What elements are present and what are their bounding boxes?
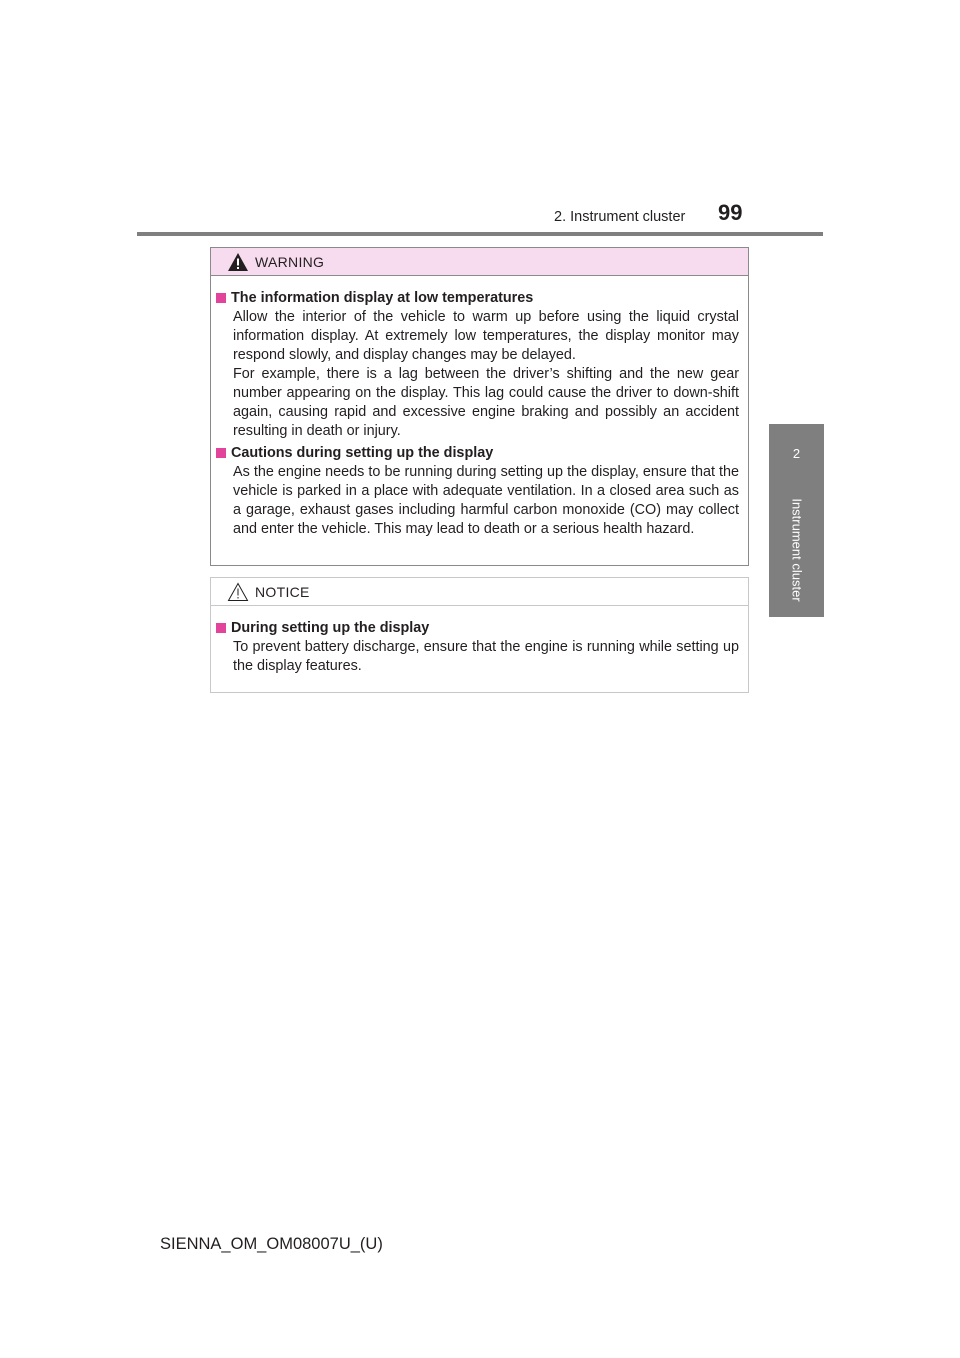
box-item: [216, 618, 739, 676]
side-tab-title-text: Instrument cluster: [789, 498, 804, 602]
header-section-title: 2. Instrument cluster: [554, 209, 686, 225]
side-tab-number-text: 2: [792, 446, 801, 461]
item-heading-text: Cautions during setting up the display: [231, 445, 494, 461]
item-heading: [216, 288, 739, 308]
notice-box-body: [211, 606, 748, 676]
side-tab-chapter-title: [769, 483, 824, 617]
square-bullet-icon: [216, 623, 226, 633]
item-heading-text: The information display at low temperatures: [231, 290, 534, 306]
square-bullet-icon: [216, 448, 226, 458]
item-paragraph: As the engine needs to be running during setting up the display, ensure that the vehicle is parked in a place with adequate ventilation. In a closed area such as a garage, exhaust gases including harmful carbon monoxide (CO) may collect and enter the vehicle. This may lead to death or a serious health hazard.: [233, 464, 739, 537]
footer-document-code: SIENNA_OM_OM08007U_(U): [160, 1235, 383, 1253]
warning-box-title: WARNING: [255, 254, 325, 270]
box-item: [216, 288, 739, 441]
warning-box-body: [211, 276, 748, 539]
notice-box: [210, 577, 749, 693]
warning-triangle-filled-icon: [227, 252, 249, 272]
warning-box: [210, 247, 749, 566]
notice-triangle-outline-icon: [227, 582, 249, 602]
notice-box-header: [211, 578, 748, 606]
item-paragraph: For example, there is a lag between the driver’s shifting and the new gear number appearing on the display. This lag could cause the driver to down-shift again, causing rapid and excessive engine braking and possibly an accident resulting in death or injury.: [233, 366, 739, 439]
item-heading: [216, 443, 739, 463]
item-paragraph: Allow the interior of the vehicle to warm up before using the liquid crystal information display. At extremely low temperatures, the display monitor may respond slowly, and display changes may be delayed.: [233, 309, 739, 363]
item-paragraph: To prevent battery discharge, ensure that the engine is running while setting up the display features.: [233, 639, 739, 674]
header-rule: [137, 232, 823, 236]
item-heading-text: During setting up the display: [231, 620, 430, 636]
square-bullet-icon: [216, 293, 226, 303]
item-heading: [216, 618, 739, 638]
side-tab-chapter-number: [769, 424, 824, 483]
page-number: 99: [718, 200, 743, 225]
notice-box-title: NOTICE: [255, 584, 310, 600]
warning-box-header: [211, 248, 748, 276]
box-item: [216, 443, 739, 539]
